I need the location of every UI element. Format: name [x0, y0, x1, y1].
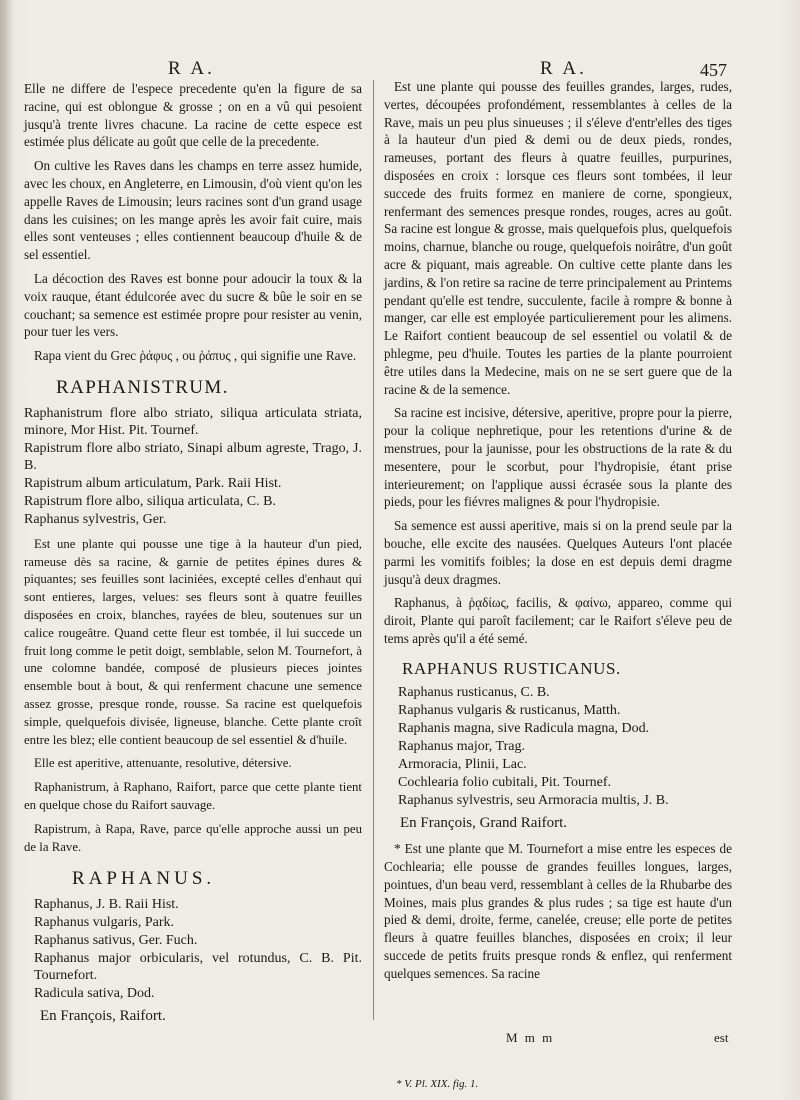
paragraph: Est une plante qui pousse une tige à la hauteur d'un pied, rameuse dès sa racine, & garnie de petites épines dures & piquantes; ses feuilles sont laciniées, excepté celles d'enhaut qui sont entieres, larges, velues: ses fleurs sont à quatre feuilles disposées en croix, blanches, rayées de bleu, soutenues sur un calice rougeâtre. Quand cette fleur est tombée, il lui succede un fruit long comme le petit doigt, semblable, selon M. Tournefort, à une colomne bandée, composé de plusieurs pieces jointes ensemble bout à bout, & qui renferment chacune une semence assez grosse, presque ronde, rousse. Sa racine est quelquefois simple, quelquefois divisée, ligneuse, blanche. Cette plante croît entre les blez; elle contient beaucoup de sel essentiel & d'huile. — [24, 536, 362, 747]
left-column — [24, 80, 362, 1034]
left-running-head: R A. — [168, 58, 215, 79]
section-heading-raphanistrum: RAPHANISTRUM. — [56, 376, 229, 398]
synonym-line: Raphanis magna, sive Radicula magna, Dod. — [398, 720, 650, 736]
etymology-paragraph: Raphanistrum, à Raphano, Raifort, parce que cette plante tient en quelque chose du Raifort sauvage. — [24, 780, 362, 812]
synonym-line: Radicula sativa, Dod. — [34, 986, 155, 1002]
paragraph: Est une plante qui pousse des feuilles grandes, larges, rudes, vertes, découpées profondément, ressemblantes à celles de la Rave, mais un peu plus sinueuses ; il s'éleve d'entr'elles des tiges à la hauteur d'un pied & demi ou de deux pieds, rondes, rameuses, portant des fleurs à quatre feuilles, purpurines, disposées en croix : lorsque ces fleurs sont tombées, il leur succede des fruits formez en maniere de corne, spongieux, renfermant des semences presque rondes, rouges, acres au goût. Sa racine est longue & grosse, mais quelquefois plus, quelquefois moins, charnue, blanche ou rouge, quelquefois noirâtre, d'un goût acre & piquant, mais agreable. On cultive cette plante dans les jardins, & l'on retire sa racine de terre principalement au Printems pendant qu'elle est tendre, succulente, facile à rompre & bonne à manger, car elle est employée particulierement pour les alimens. Le Raifort contient beaucoup de sel essentiel ou volatil & de phlegme, peu d'huile. Toutes les parties de la plante pourroient être utiles dans la Medecine, mais on ne se sert guere que de la racine & de la semence. — [384, 79, 732, 397]
synonym-line: Raphanus major orbicularis, vel rotundus, C. B. Pit. Tournefort. — [34, 951, 362, 984]
synonym-line: Raphanus sylvestris, seu Armoracia multis, J. B. — [398, 792, 669, 808]
synonym-line: Rapistrum album articulatum, Park. Raii Hist. — [24, 475, 282, 491]
etymology-paragraph: Raphanus, à ῥᾳδίως, facilis, & φαίνω, appareo, comme qui diroit, Plante qui paroît facilement; car le Raifort s'éleve peu de tems après qu'il a été semé. — [384, 595, 732, 646]
etymology-paragraph: Rapistrum, à Rapa, Rave, parce qu'elle approche aussi un peu de la Rave. — [24, 821, 362, 854]
signature-mark: M m m — [506, 1030, 555, 1045]
right-running-head: R A. — [540, 58, 587, 79]
synonym-line: Cochlearia folio cubitali, Pit. Tournef. — [398, 774, 611, 790]
synonym-line: Rapistrum flore albo, siliqua articulata, C. B. — [24, 493, 276, 509]
paragraph: On cultive les Raves dans les champs en terre assez humide, avec les choux, en Angleterre, en Limousin, d'où vient qu'on les appelle Raves de Limousin; leurs racines sont d'un grand usage dans les cuisines; on les mange après les avoir fait cuire, mais elles sont venteuses ; elles contiennent beaucoup d'huile & de sel essentiel. — [24, 158, 362, 263]
catchword: est — [714, 1030, 729, 1045]
column-rule — [373, 80, 374, 1020]
paragraph: * Est une plante que M. Tournefort a mise entre les especes de Cochlearia; elle pousse de grandes feuilles longues, larges, pointues, d'un beau verd, ressemblant à celles de la Rhubarbe des Moines, mais plus grandes & plus rudes ; sa tige est haute d'un pied & demi, droite, ferme, canelée, creuse; elle porte de petites fleurs à quatre feuilles blanches, disposées en croix; il leur succede de petits fruits presque ronds & enflez, qui renferment quelques semences. Sa racine — [384, 841, 732, 981]
synonym-line: Rapistrum flore albo striato, Sinapi album agreste, Trago, J. B. — [24, 440, 362, 473]
french-name: En François, Raifort. — [40, 1008, 166, 1025]
synonym-line: Raphanus rusticanus, C. B. — [398, 684, 550, 700]
synonym-line: Raphanus vulgaris, Park. — [34, 915, 174, 931]
section-heading-raphanus-rusticanus: RAPHANUS RUSTICANUS. — [402, 658, 621, 678]
section-heading-raphanus: RAPHANUS. — [72, 868, 216, 890]
page-number: 457 — [700, 60, 727, 80]
right-column — [384, 78, 732, 989]
paragraph: Sa racine est incisive, détersive, aperitive, propre pour la pierre, pour la colique nephretique, pour les retentions d'urine & de menstrues, pour la jaunisse, pour les obstructions de la rate & du mesentere, pour le scorbut, pour l'hydropisie, étant prise interieurement; on l'applique aussi écrasée sous la plante des pieds, pour les fiévres malignes & pour l'hydropisie. — [384, 405, 732, 510]
paragraph: La décoction des Raves est bonne pour adoucir la toux & la voix rauque, étant édulcorée avec du sucre & bûe le soir en se couchant; sa semence est estimée propre pour resister au venin, pour tuer les vers. — [24, 270, 362, 340]
synonym-line: Raphanus sativus, Ger. Fuch. — [34, 933, 198, 949]
synonym-line: Raphanus, J. B. Raii Hist. — [34, 897, 179, 913]
etymology-paragraph: Rapa vient du Grec ῥάφυς , ou ῥάπυς , qui signifie une Rave. — [34, 348, 357, 364]
paragraph: Elle est aperitive, attenuante, resolutive, détersive. — [34, 756, 292, 771]
french-name: En François, Grand Raifort. — [400, 814, 568, 831]
paragraph: Sa semence est aussi aperitive, mais si on la prend seule par la bouche, elle excite des nausées. Quelques Auteurs l'ont placée parmi les vomitifs foibles; la dose en est depuis demi dragme jusqu'à deux dragmes. — [384, 518, 732, 587]
synonym-line: Raphanus sylvestris, Ger. — [24, 511, 167, 527]
synonym-line: Raphanus major, Trag. — [398, 738, 525, 754]
paragraph: Elle ne differe de l'espece precedente qu'en la figure de sa racine, qui est oblongue & grosse ; on en a vû qui pesoient jusqu'à trente livres chacune. La racine de cette espece est estimée plus délicate au goût que celle de la precedente. — [24, 81, 362, 150]
plate-footnote: * V. Pl. XIX. fig. 1. — [396, 1078, 479, 1090]
synonym-line: Raphanistrum flore albo striato, siliqua articulata striata, minore, Mor Hist. Pit. Tournef. — [24, 405, 362, 438]
synonym-line: Raphanus vulgaris & rusticanus, Matth. — [398, 702, 621, 718]
gutter-shadow — [0, 0, 14, 1100]
synonym-line: Armoracia, Plinii, Lac. — [398, 756, 527, 772]
